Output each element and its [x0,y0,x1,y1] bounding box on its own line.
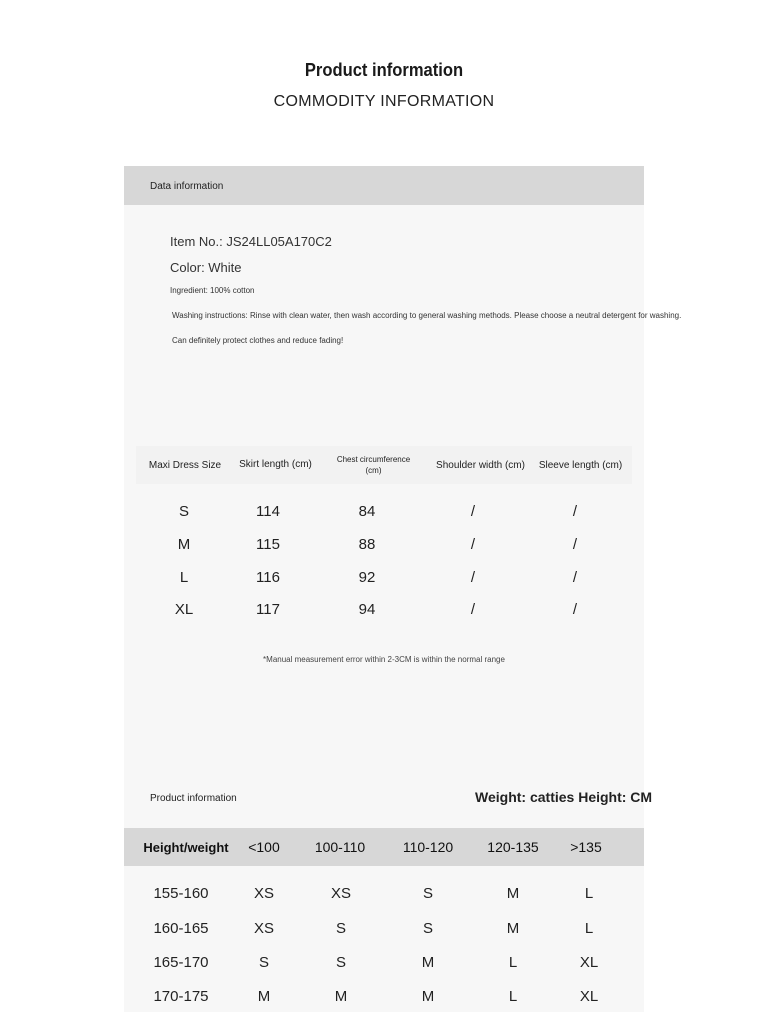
recommend-cell: S [422,885,433,902]
size-header-0: Maxi Dress Size [148,460,222,471]
size-cell: 117 [256,601,280,618]
size-cell: S [178,503,189,520]
measurement-note: *Manual measurement error within 2-3CM is within the normal range [263,655,505,664]
item-number: Item No.: JS24LL05A170C2 [170,234,332,249]
recommend-cell: M [421,954,435,971]
recommend-cell: L [508,988,518,1005]
size-header-3: Shoulder width (cm) [436,460,525,471]
size-cell: 84 [358,503,376,520]
recommend-row [0,988,768,1012]
item-ingredient: Ingredient: 100% cotton [170,286,255,295]
recommend-cell: M [257,988,271,1005]
recommend-row [0,885,768,909]
recommend-cell: S [335,954,346,971]
size-row [0,569,768,593]
size-cell: / [572,536,578,553]
size-row [0,601,768,625]
size-row [0,536,768,560]
size-cell: / [572,601,578,618]
page-subtitle: COMMODITY INFORMATION [273,93,495,110]
washing-instructions: Washing instructions: Rinse with clean water, then wash according to general washing methods. Please choose a neutral detergent for washing. [172,311,682,320]
recommend-label: Product information [150,793,237,804]
size-cell: L [179,569,189,586]
recommend-cell: S [335,920,346,937]
size-cell: M [177,536,191,553]
size-cell: / [572,569,578,586]
size-cell: XL [174,601,194,618]
recommend-cell: XS [253,885,274,902]
recommend-cell: M [421,988,435,1005]
size-cell: / [572,503,578,520]
size-cell: 114 [256,503,280,520]
size-cell: / [470,503,476,520]
recommend-cell: 155-160 [153,885,209,902]
recommend-cell: XS [253,920,274,937]
size-header-2: Chest circumference (cm) [336,455,411,475]
size-header-1: Skirt length (cm) [239,459,312,470]
size-cell: / [470,569,476,586]
recommend-row [0,954,768,978]
page-title: Product information [304,60,464,80]
size-cell: 94 [358,601,376,618]
recommend-cell: XL [579,988,599,1005]
size-cell: 92 [358,569,376,586]
recommend-header-3: 110-120 [402,839,454,855]
recommend-header-0: Height/weight [143,840,229,855]
recommend-cell: 170-175 [153,988,209,1005]
units-label: Weight: catties Height: CM [475,789,653,805]
recommend-cell: L [584,885,594,902]
size-cell: 116 [256,569,280,586]
recommend-cell: 165-170 [153,954,209,971]
recommend-row [0,920,768,944]
recommend-header-4: 120-135 [487,839,539,855]
item-color: Color: White [170,260,242,275]
recommend-header-5: >135 [570,839,602,855]
recommend-header-2: 100-110 [314,839,366,855]
size-cell: / [470,601,476,618]
recommend-cell: M [506,920,520,937]
size-header-4: Sleeve length (cm) [538,460,623,471]
recommend-cell: XS [330,885,351,902]
recommend-cell: L [508,954,518,971]
recommend-cell: M [506,885,520,902]
recommend-header-1: <100 [248,839,280,855]
data-info-label: Data information [150,181,224,192]
protect-note: Can definitely protect clothes and reduce fading! [172,336,344,345]
recommend-cell: L [584,920,594,937]
size-cell: / [470,536,476,553]
size-row [0,503,768,527]
recommend-cell: XL [579,954,599,971]
recommend-cell: 160-165 [153,920,209,937]
recommend-cell: S [422,920,433,937]
recommend-cell: M [334,988,348,1005]
recommend-cell: S [258,954,269,971]
size-cell: 115 [256,536,280,553]
size-cell: 88 [358,536,376,553]
data-info-header [124,166,644,205]
recommend-table-header [124,828,644,866]
